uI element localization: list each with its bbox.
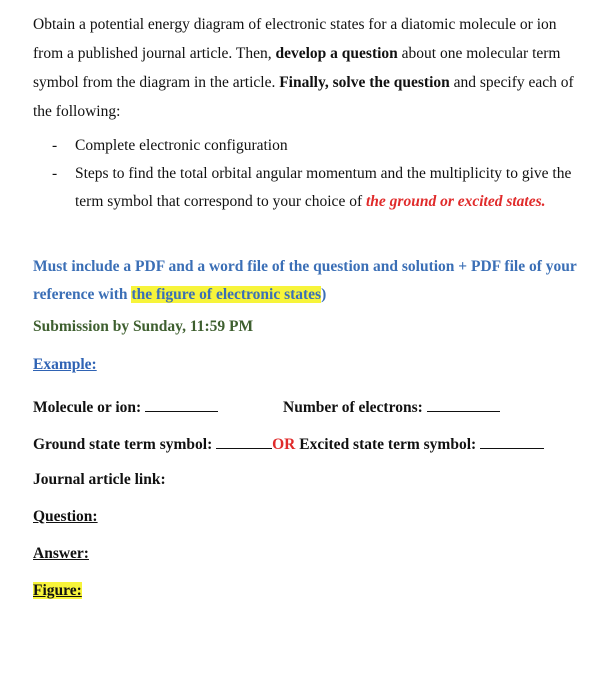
molecule-field xyxy=(33,397,218,417)
excited-label: Excited state term symbol: xyxy=(299,436,477,453)
closing-paren: ) xyxy=(321,286,327,303)
bullet-dash: - xyxy=(52,165,58,182)
ground-label: Ground state term symbol: xyxy=(33,436,213,453)
intro-paragraph xyxy=(33,10,583,126)
example-heading: Example: xyxy=(33,356,97,373)
intro-bold-1: develop a question xyxy=(275,45,398,62)
excited-blank xyxy=(480,434,544,449)
requirements-note xyxy=(33,253,583,309)
answer-heading: Answer: xyxy=(33,545,89,562)
bullet-emphasis: the ground or excited states. xyxy=(365,193,546,210)
intro-text-1: Obtain a potential energy diagram of electronic states for a diatomic molecule or ion from a published journal article. Then, xyxy=(33,16,557,62)
submission-deadline: Submission by Sunday, 11:59 PM xyxy=(33,318,254,335)
molecule-blank xyxy=(145,397,218,412)
question-heading: Question: xyxy=(33,508,98,525)
or-label: OR xyxy=(272,436,296,453)
highlighted-text: the figure of electronic states xyxy=(131,286,322,303)
bullet-dash: - xyxy=(52,137,58,154)
ground-blank xyxy=(216,434,272,449)
figure-label: Figure: xyxy=(33,582,82,599)
bullet-text: Complete electronic configuration xyxy=(75,137,288,154)
molecule-label: Molecule or ion: xyxy=(33,399,142,416)
journal-field: Journal article link: xyxy=(33,471,166,488)
bullet-list xyxy=(52,132,583,216)
bullet-item xyxy=(52,132,583,160)
intro-text-3: and specify each of the following: xyxy=(33,74,574,120)
requirements-text: Must include a PDF and a word file of the question and solution + PDF file of your reference with xyxy=(33,258,577,303)
bullet-text xyxy=(75,160,583,216)
electrons-label: Number of electrons: xyxy=(283,399,423,416)
bullet-text-plain: Steps to find the total orbital angular momentum and the multiplicity to give the term symbol that correspond to your choice of xyxy=(75,165,572,210)
electrons-field xyxy=(283,397,500,417)
intro-bold-2: Finally, solve the question xyxy=(279,74,450,91)
term-symbol-field xyxy=(33,434,544,454)
bullet-item xyxy=(52,160,583,216)
figure-heading xyxy=(33,582,82,600)
intro-text-2: about one molecular term symbol from the diagram in the article. xyxy=(33,45,561,91)
electrons-blank xyxy=(427,397,500,412)
